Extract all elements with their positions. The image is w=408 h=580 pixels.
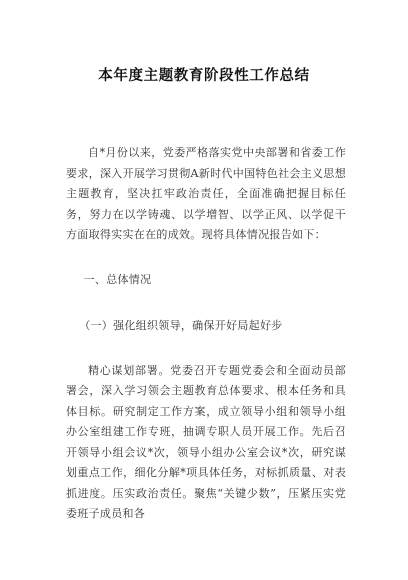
document-title: 本年度主题教育阶段性工作总结 [98, 68, 310, 84]
section-heading: 一、总体情况 [83, 272, 152, 286]
intro-paragraph: 自*月份以来，党委严格落实党中央部署和省委工作要求，深入开展学习贯彻A新时代中国特色社会主义思想主题教育，坚决扛牢政治责任，全面准确把握目标任务，努力在以学铸魂、以学增智、以学正风、以学促干方面取得实实在在的成效。现将具体情况报告如下： [66, 146, 346, 241]
document-body [66, 143, 346, 525]
body-paragraph: 精心谋划部署。党委召开专题党委会和全面动员部署会，深入学习领会主题教育总体要求、根本任务和具体目标。研究制定工作方案，成立领导小组和领导小组办公室组建工作专班，抽调专职人员开展工作。先后召开领导小组会议*次，领导小组办公室会议*次，研究谋划重点工作，细化分解*项具体任务，对标抓质量、对表抓进度。压实政治责任。聚焦“关键少数”，压紧压实党委班子成员和各 [66, 363, 346, 520]
subsection-heading: （一）强化组织领导，确保开好局起好步 [79, 319, 283, 332]
